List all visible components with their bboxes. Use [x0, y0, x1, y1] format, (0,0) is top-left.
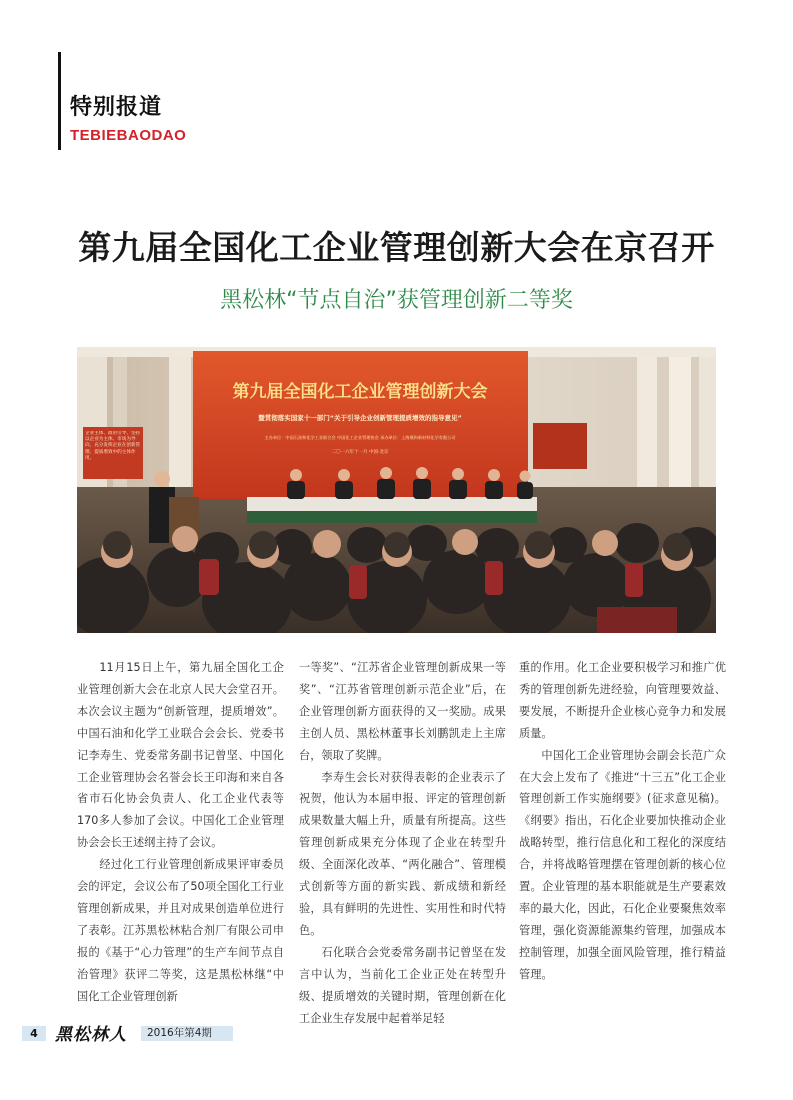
magazine-logo: 黑松林人	[55, 1025, 127, 1045]
paragraph: 李寿生会长对获得表彰的企业表示了祝贺，他认为本届申报、评定的管理创新成果数量大幅上升，质量有所提高。这些管理创新成果充分体现了企业在转型升级、全面深化改革、“两化融合”、管理模式创新等方面的新实践、新成绩和新经验，具有鲜明的先进性、实用性和时代特色。	[299, 770, 506, 937]
banner-organizers: 主办单位：中国石油和化学工业联合会 中国化工企业管理协会 承办单位：上海聚和新材料化学有限公司	[264, 435, 456, 440]
side-board-text: 企业主体、政府引导、坚持以企业为主体、市场为导向，充分发挥企业在创新管理、提质增效中的主体作用。	[85, 431, 141, 461]
paragraph: 中国化工企业管理协会副会长范广众在大会上发布了《推进“十三五”化工企业管理创新工作实施纲要》(征求意见稿)。《纲要》指出，石化企业要加快推动企业战略转型，推行信息化和工程化的深度结合，并将战略管理摆在管理创新的核心位置。企业管理的基本职能就是生产要素效率的最大化，因此，石化企业要聚焦效率管理，强化资源能源集约管理，加强成本控制管理，加强全面风险管理，推行精益管理。	[519, 748, 726, 981]
paragraph: 重的作用。化工企业要积极学习和推广优秀的管理创新先进经验，向管理要效益、要发展，不断提升企业核心竞争力和发展质量。	[519, 661, 726, 740]
banner-date: 二〇一六年十一月 中国·北京	[331, 450, 389, 455]
paragraph: 11月15日上午，第九届全国化工企业管理创新大会在北京人民大会堂召开。本次会议主题为“创新管理，提质增效”。中国石油和化学工业联合会会长、党委书记李寿生、党委常务副书记曾坚、中国化工企业管理协会名誉会长王印海和来自各省市石化协会负责人、化工企业代表等170多人参加了会议。中国化工企业管理协会会长王述纲主持了会议。	[77, 661, 284, 850]
body-column-1	[77, 657, 284, 1008]
section-title: 特别报道	[70, 95, 163, 120]
issue-label: 2016年第4期	[141, 1026, 233, 1041]
article-subtitle: 黑松林“节点自治”获管理创新二等奖	[220, 288, 573, 313]
paragraph: 一等奖”、“江苏省企业管理创新成果一等奖”、“江苏省管理创新示范企业”后，在企业管理创新方面获得的又一奖励。成果主创人员、黑松林董事长刘鹏凯走上主席台，领取了奖牌。	[299, 661, 506, 762]
body-column-3	[519, 657, 726, 986]
paragraph: 经过化工行业管理创新成果评审委员会的评定，会议公布了50项全国化工行业管理创新成果，并且对成果创造单位进行了表彰。江苏黑松林粘合剂厂有限公司申报的《基于“心力管理”的生产车间节点自治管理》获评二等奖，这是黑松林继“中国化工企业管理创新	[77, 858, 284, 1003]
banner-subtitle: 暨贯彻落实国家十一部门“关于引导企业创新管理提质增效的指导意见”	[258, 414, 462, 422]
article-title: 第九届全国化工企业管理创新大会在京召开	[78, 228, 715, 267]
section-accent-bar	[58, 52, 61, 150]
banner-title: 第九届全国化工企业管理创新大会	[232, 382, 488, 402]
section-title-pinyin: TEBIEBAODAO	[70, 127, 187, 144]
body-column-2	[299, 657, 506, 1029]
page-number: 4	[22, 1026, 46, 1041]
paragraph: 石化联合会党委常务副书记曾坚在发言中认为，当前化工企业正处在转型升级、提质增效的关键时期，管理创新在化工企业生存发展中起着举足轻	[299, 945, 506, 1025]
conference-photo	[77, 347, 716, 633]
